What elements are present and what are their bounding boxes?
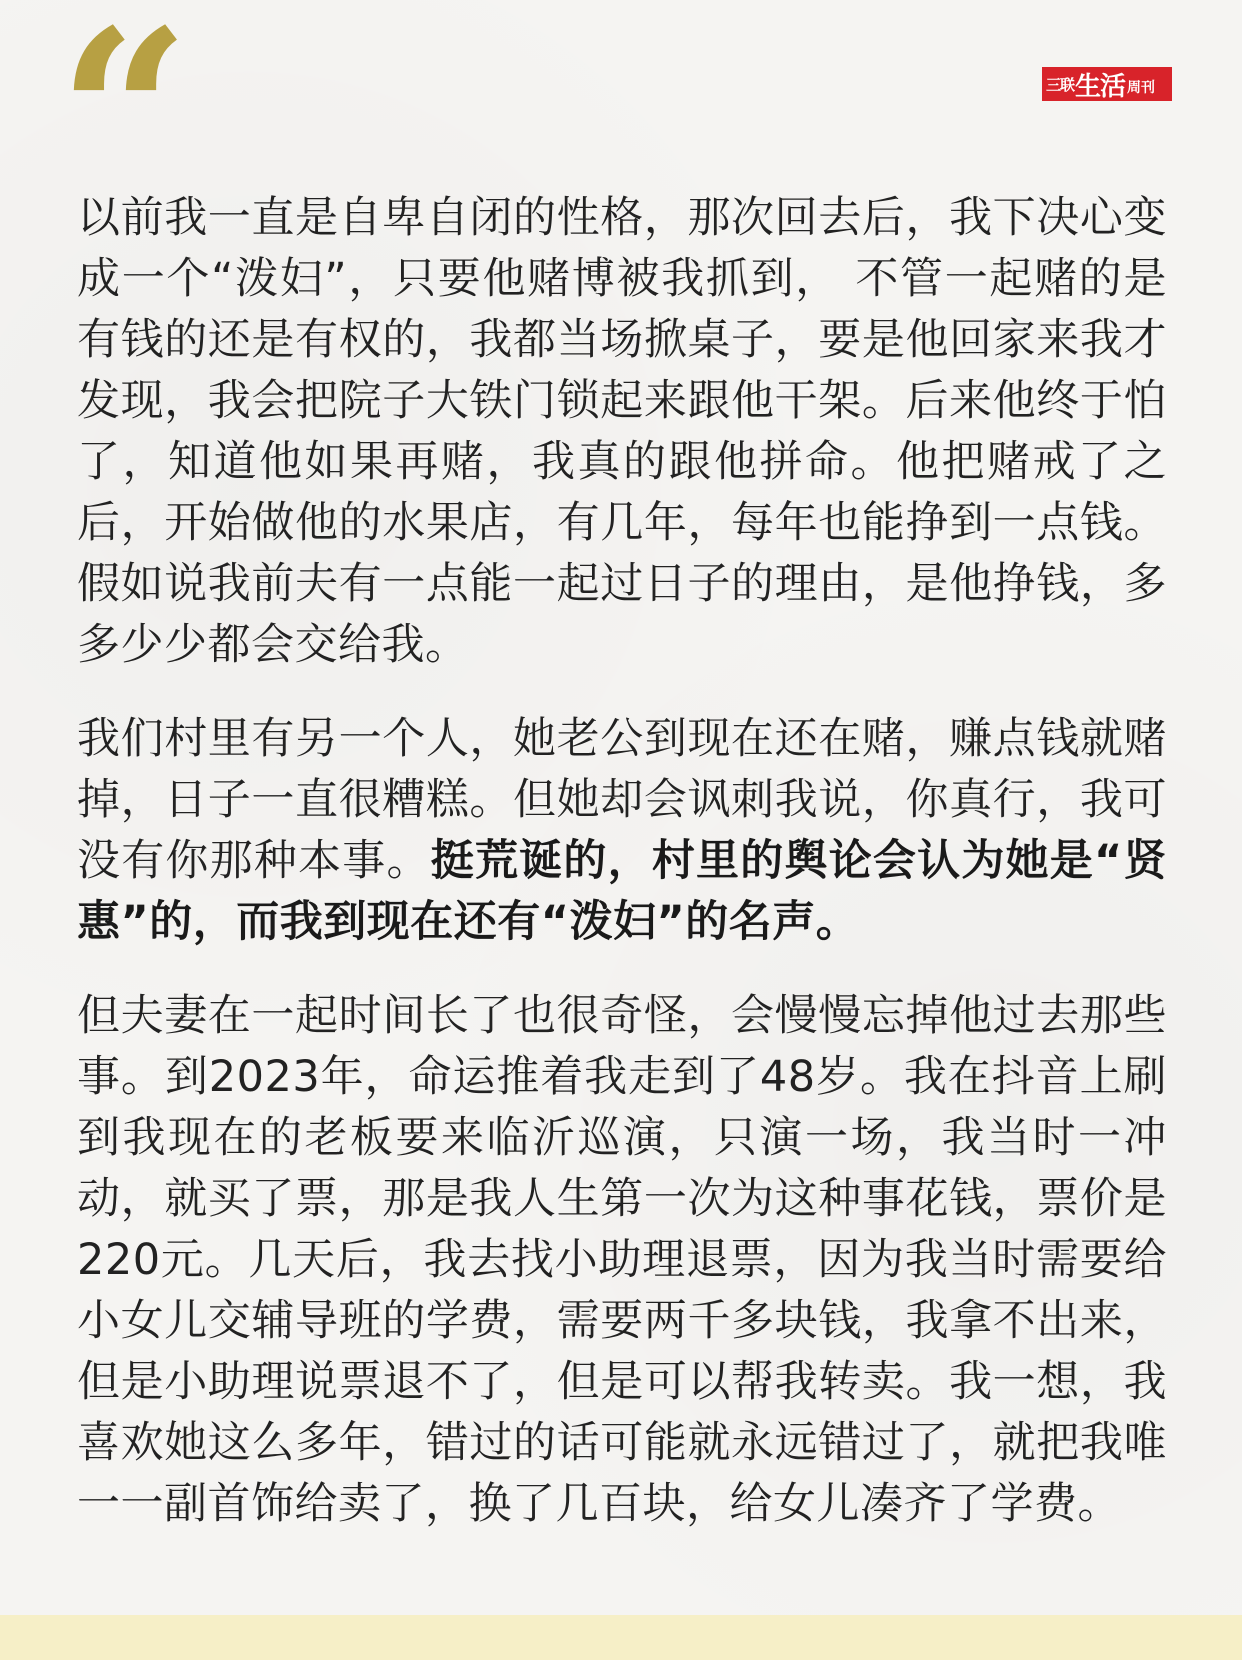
paragraph-3 (77, 986, 1167, 1535)
paragraph-2-bold-text: 挺荒诞的，村里的舆论会认为她是“贤惠”的，而我到现在还有“泼妇”的名声。 (77, 836, 1168, 947)
paragraph-1 (77, 188, 1167, 676)
paragraph-2 (77, 709, 1167, 953)
bottom-band (0, 1615, 1242, 1660)
publication-logo (1042, 67, 1172, 101)
paragraph-1-text: 以前我一直是自卑自闭的性格，那次回去后，我下决心变成一个“泼妇”，只要他赌博被我抓到， 不管一起赌的是有钱的还是有权的，我都当场掀桌子，要是他回家来我才发现，我会把院子大铁门锁起来跟他干架。后来他终于怕了，知道他如果再赌，我真的跟他拼命。他把赌戒了之后，开始做他的水果店，有几年，每年也能挣到一点钱。假如说我前夫有一点能一起过日子的理由，是他挣钱，多多少少都会交给我。 (77, 193, 1167, 670)
logo-prefix: 三联 (1046, 75, 1075, 94)
quote-mark-icon: “ (58, 0, 177, 250)
paragraph-2-text: 我们村里有另一个人，她老公到现在还在赌，赚点钱就赌掉，日子一直很糟糕。但她却会讽刺我说，你真行，我可没有你那种本事。 (77, 714, 1167, 886)
logo-main-text: 生活 (1075, 71, 1126, 101)
paragraph-3-text: 但夫妻在一起时间长了也很奇怪，会慢慢忘掉他过去那些事。到2023年，命运推着我走到了48岁。我在抖音上刷到我现在的老板要来临沂巡演，只演一场，我当时一冲动，就买了票，那是我人生第一次为这种事花钱，票价是220元。几天后，我去找小助理退票，因为我当时需要给小女儿交辅导班的学费，需要两千多块钱，我拿不出来，但是小助理说票退不了，但是可以帮我转卖。我一想，我喜欢她这么多年，错过的话可能就永远错过了，就把我唯一一副首饰给卖了，换了几百块，给女儿凑齐了学费。 (77, 991, 1167, 1529)
logo-sub-text: 周刊 (1127, 80, 1156, 96)
article-body (77, 188, 1167, 1535)
